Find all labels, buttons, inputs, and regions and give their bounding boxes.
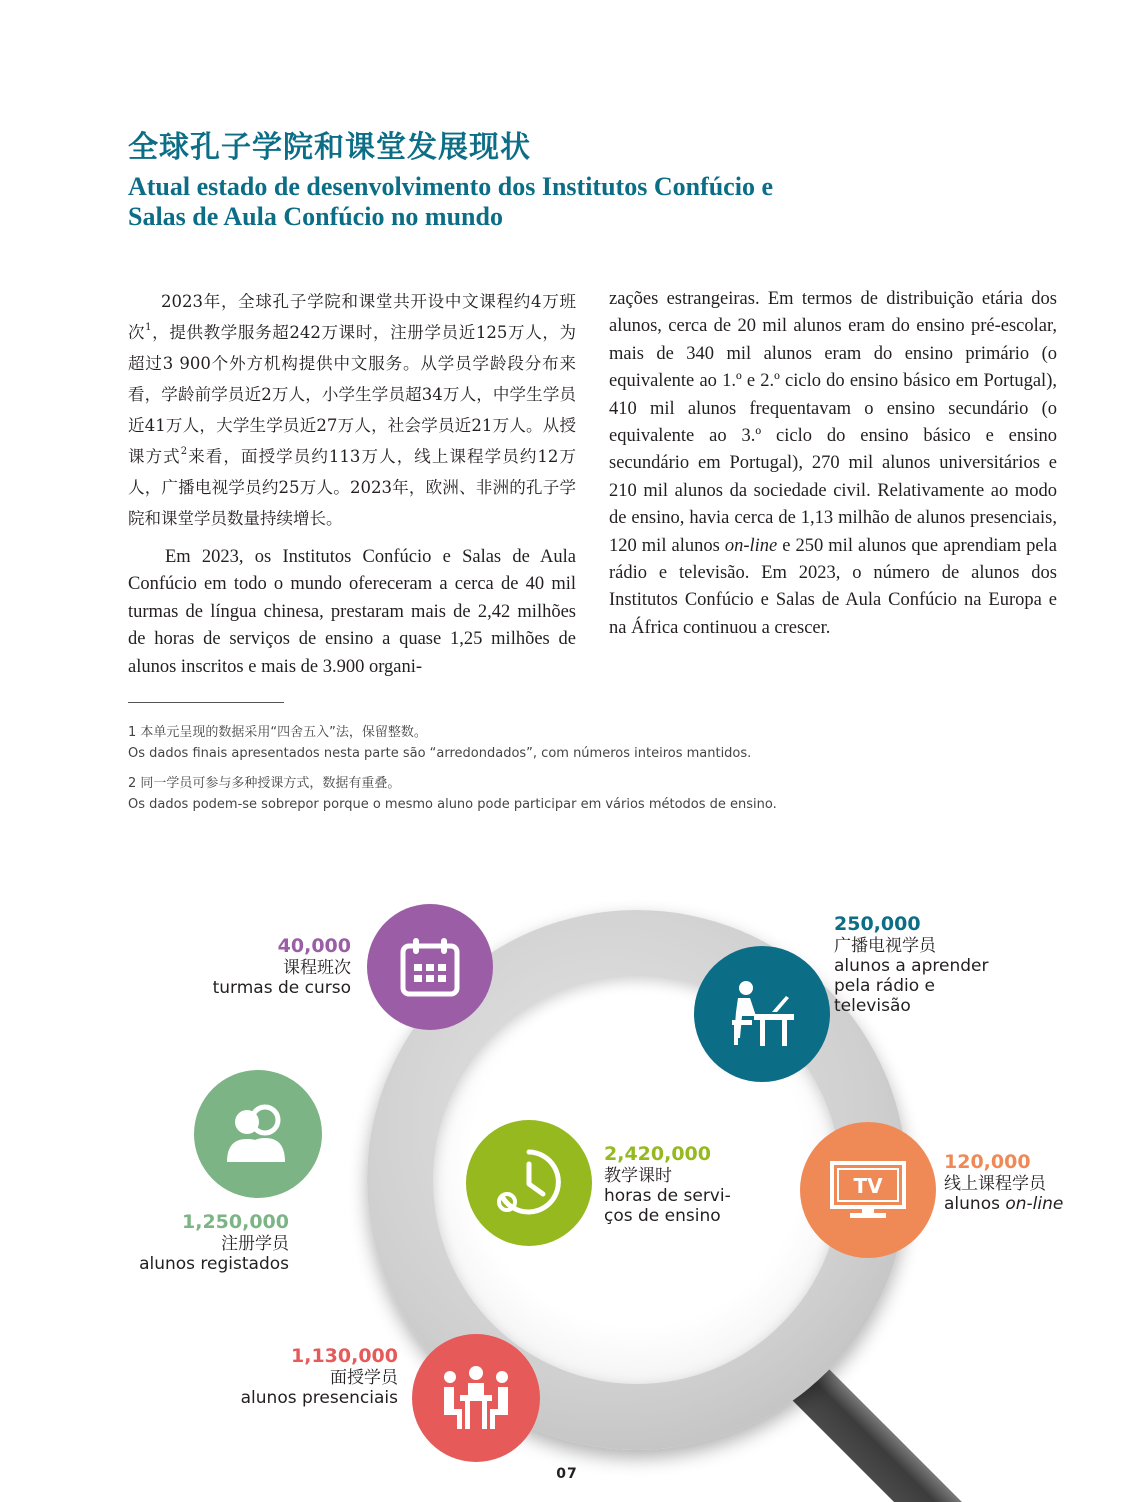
online-label-pt: alunos on-line <box>944 1194 1064 1214</box>
calendar-icon <box>397 934 463 1000</box>
users-icon <box>221 1102 295 1166</box>
footnote-ref-1: 1 <box>145 322 152 333</box>
classes-bubble <box>367 904 493 1030</box>
online-bubble <box>800 1122 936 1258</box>
tv-learners-label-pt-1: alunos a aprender <box>834 956 989 976</box>
classes-value: 40,000 <box>277 935 351 957</box>
desk-student-icon <box>724 976 800 1052</box>
tv-icon <box>828 1159 908 1221</box>
presential-label-cn: 面授学员 <box>330 1368 398 1388</box>
clock-icon <box>492 1146 566 1220</box>
presential-value: 1,130,000 <box>291 1345 398 1367</box>
tv-learners-label-pt-3: televisão <box>834 996 911 1016</box>
stats-infographic <box>0 860 1134 1502</box>
tv-learners-bubble <box>694 946 830 1082</box>
title-pt-line2: Salas de Aula Confúcio no mundo <box>128 202 503 231</box>
hours-stat <box>604 1142 784 1226</box>
hours-label-pt-1: horas de servi- <box>604 1186 731 1206</box>
hours-label-cn: 教学课时 <box>604 1166 672 1186</box>
footnotes <box>128 722 1028 824</box>
paragraph-cn: 2023年，全球孔子学院和课堂共开设中文课程约4万班次$^1$，提供教学服务超242万课时，注册学员近125万人，为超过3 900个外方机构提供中文服务。从学员学龄段分布来看，学龄前学员近2万人，小学生学员超34万人，中学生学员近41万人，大学生学员近27万人，社会学员近21万人。从授课方式$^2$来看，面授学员约113万人，线上课程学员约12万人，广播电视学员约25万人。2023年，欧洲、非洲的孔子学院和课堂学员数量持续增长。 <box>128 292 576 528</box>
presential-stat <box>180 1344 398 1408</box>
svg-text:TV: TV <box>853 1174 883 1198</box>
registered-bubble <box>194 1070 322 1198</box>
page-title-pt <box>128 172 928 232</box>
paragraph-pt-left: Em 2023, os Institutos Confúcio e Salas de Aula Confúcio em todo o mundo ofereceram a cerca de 40 mil turmas de língua chinesa, prestaram mais de 2,42 milhões de horas de serviços de ensino a quase 1,25 milhões de alunos inscritos e mais de 3.900 organi- <box>128 547 576 677</box>
presential-bubble <box>412 1334 540 1462</box>
footnote-ref-2: 2 <box>180 446 188 457</box>
hours-bubble <box>466 1120 592 1246</box>
page-title-cn: 全球孔子学院和课堂发展现状 <box>128 130 531 165</box>
registered-value: 1,250,000 <box>182 1211 289 1233</box>
footnote-divider <box>128 702 284 703</box>
classroom-icon <box>438 1363 514 1433</box>
body-column-left <box>128 286 576 681</box>
classes-stat <box>150 934 351 998</box>
classes-label-pt: turmas de curso <box>212 978 351 998</box>
online-value: 120,000 <box>944 1151 1031 1173</box>
tv-learners-value: 250,000 <box>834 913 921 935</box>
tv-learners-label-cn: 广播电视学员 <box>834 936 936 956</box>
body-column-right <box>609 286 1057 642</box>
hours-value: 2,420,000 <box>604 1143 711 1165</box>
registered-label-cn: 注册学员 <box>221 1234 289 1254</box>
page-number: 07 <box>556 1466 578 1482</box>
footnote-2: 2 同一学员可参与多种授课方式，数据有重叠。 Os dados podem-se sobrepor porque o mesmo aluno pode participar em vários métodos de ensino. <box>128 776 777 812</box>
online-stat <box>944 1150 1114 1214</box>
paragraph-pt-right: zações estrangeiras. Em termos de distribuição etária dos alunos, cerca de 20 mil alunos eram do ensino pré-escolar, mais de 340 mil alunos eram do ensino primário (o equivalente ao 1.º e 2.º ciclo do ensino básico em Portugal), 410 mil alunos frequentavam o ensino secundário (o equivalente ao 3.º ciclo do ensino básico e ensino secundário em Portugal), 270 mil alunos universitários e 210 mil alunos da sociedade civil. Relativamente ao modo de ensino, havia cerca de 1,13 milhão de alunos presenciais, 120 mil alunos on-line e 250 mil alunos que aprendiam pela rádio e televisão. Em 2023, o número de alunos dos Institutos Confúcio e Salas de Aula Confúcio na Europa e na África continuou a crescer. <box>609 289 1057 638</box>
tv-learners-label-pt-2: pela rádio e <box>834 976 935 996</box>
hours-label-pt-2: ços de ensino <box>604 1206 721 1226</box>
registered-label-pt: alunos registados <box>139 1254 289 1274</box>
presential-label-pt: alunos presenciais <box>240 1388 398 1408</box>
tv-learners-stat <box>834 912 1054 1016</box>
classes-label-cn: 课程班次 <box>283 958 351 978</box>
registered-stat <box>80 1210 289 1274</box>
footnote-1: 1 本单元呈现的数据采用“四舍五入”法，保留整数。 Os dados finais apresentados nesta parte são “arredondados”, com números inteiros mantidos. <box>128 725 752 761</box>
online-label-cn: 线上课程学员 <box>944 1174 1046 1194</box>
title-pt-line1: Atual estado de desenvolvimento dos Institutos Confúcio e <box>128 172 773 201</box>
